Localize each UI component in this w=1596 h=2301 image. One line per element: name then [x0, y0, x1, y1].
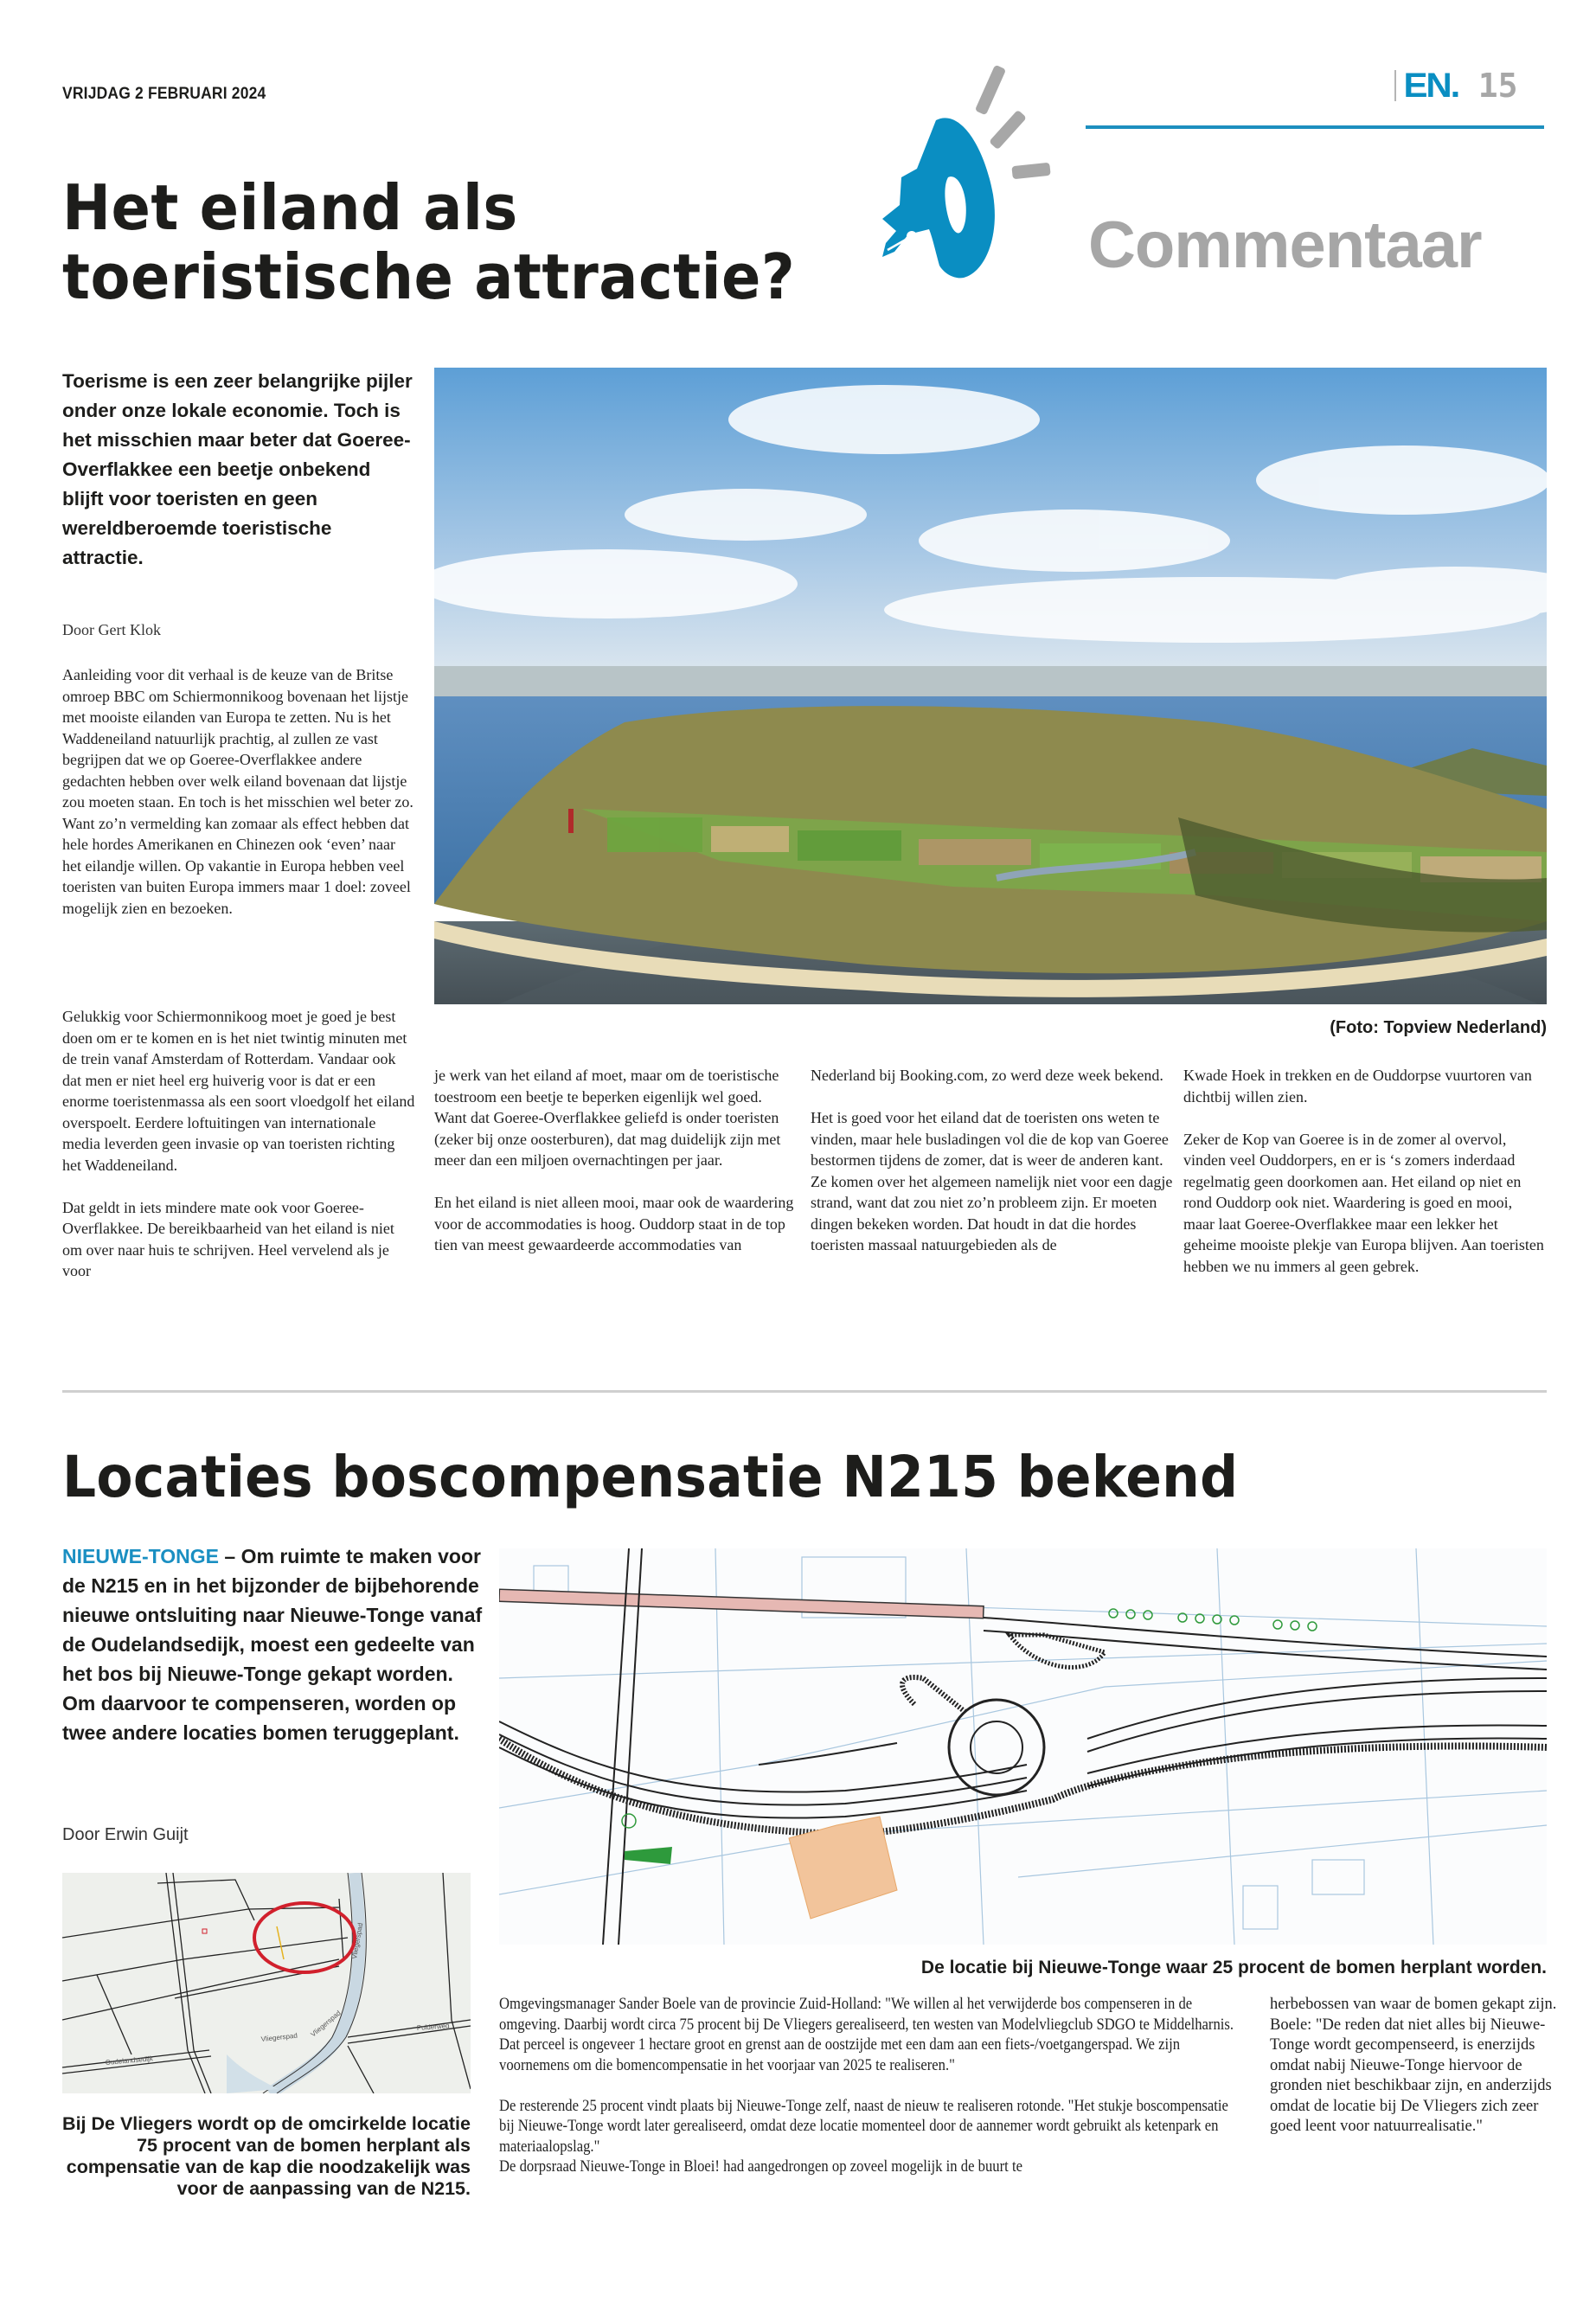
- article1-column-2: [434, 1065, 798, 1256]
- road-plan-drawing: [499, 1548, 1547, 1945]
- paragraph: De resterende 25 procent vindt plaats bij Nieuwe-Tonge zelf, naast de nieuw te realiseren rotonde. "Het stukje boscompensatie bij Nieuwe-Tonge wordt later gerealiseerd, omdat deze locatie momenteel door de aannemer wordt gebruikt als ketenpark en materiaalopslag.": [499, 2097, 1228, 2156]
- paragraph: Nederland bij Booking.com, zo werd deze week bekend.: [811, 1067, 1163, 1084]
- megaphone-icon: [882, 65, 1107, 298]
- island-aerial-image: [434, 368, 1547, 1004]
- svg-text:Polderweg: Polderweg: [416, 2022, 450, 2032]
- brand-divider: [1394, 70, 1396, 101]
- headline-line-1: Het eiland als: [62, 171, 518, 244]
- paragraph: Zeker de Kop van Goeree is in de zomer al overvol, vinden veel Ouddorpers, en er is ‘s zomers inderdaad regelmatig geen doorkomen aan. Het eiland op niet en rond Ouddorp ook niet. Waardering is goed en mooi, maar laat Goeree-Overflakkee maar een lekker het geheime mooiste plekje van Europa blijven. Aan toeristen hebben we nu immers al geen gebrek.: [1183, 1130, 1544, 1275]
- paragraph: herbebossen van waar de bomen gekapt zijn. Boele: "De reden dat niet alles bij Nieuwe-Tonge wordt gecompenseerd, is enerzijds omdat nabij Nieuwe-Tonge hiervoor de gronden niet beschikbaar zijn, en anderzijds omdat de locatie bij De Vliegers zich zeer goed leent voor natuurrealisatie.": [1270, 1996, 1557, 2135]
- dateline-location: NIEUWE-TONGE: [62, 1545, 220, 1567]
- article2-byline: Door Erwin Guijt: [62, 1825, 189, 1844]
- header-rule: [1086, 125, 1544, 129]
- paragraph: En het eiland is niet alleen mooi, maar ook de waardering voor de accommodaties is hoog. Ouddorp staat in de top tien van meest gewaardeerde accommodaties van: [434, 1194, 794, 1253]
- paragraph: Omgevingsmanager Sander Boele van de provincie Zuid-Holland: "We willen al het verwijderde bos compenseren in de omgeving. Daarbij wordt circa 75 procent bij De Vliegers gerealiseerd, ten westen van Modelvliegclub SDGO te Middelharnis. Dat perceel is ongeveer 1 hectare groot en grenst aan de oostzijde met een dam aan een fiets-/voetgangerspad. We zijn voornemens om die bomencompensatie in het voorjaar van 2025 te realiseren.": [499, 1996, 1234, 2074]
- photo-credit: (Foto: Topview Nederland): [1330, 1018, 1547, 1037]
- svg-text:Vliegerspad: Vliegerspad: [260, 2031, 298, 2043]
- intro-text: – Om ruimte te maken voor de N215 en in het bijzonder de bijbehorende nieuwe ontsluiting naar Nieuwe-Tonge vanaf de Oudelandsedijk, moest een gedeelte van het bos bij Nieuwe-Tonge gekapt worden. Om daarvoor te compenseren, worden op twee andere locaties bomen teruggeplant.: [62, 1545, 483, 1744]
- svg-text:Oudelandsedijk: Oudelandsedijk: [105, 2054, 154, 2067]
- article1-intro: Toerisme is een zeer belangrijke pijler onder onze lokale economie. Toch is het misschien maar beter dat Goeree-Overflakkee een beetje onbekend blijft voor toeristen en geen wereldberoemde toeristische attractie.: [62, 370, 413, 568]
- paragraph: je werk van het eiland af moet, maar om de toeristische toestroom een beetje te beperken eigenlijk wel goed. Want dat Goeree-Overflakkee geliefd is onder toeristen (zeker bij onze oosterburen), dat mag duidelijk zijn met meer dan een miljoen overnachtingen per jaar.: [434, 1067, 781, 1169]
- paragraph: Dat geldt in iets mindere mate ook voor Goeree-Overflakkee. De bereikbaarheid van het eiland is niet om over naar huis te schrijven. Heel vervelend als je voor: [62, 1198, 394, 1279]
- article2-headline: Locaties boscompensatie N215 bekend: [62, 1444, 1239, 1510]
- map-nieuwe-tonge: [499, 1548, 1547, 1945]
- svg-text:Vliegerspad: Vliegerspad: [350, 1922, 365, 1960]
- paragraph: Aanleiding voor dit verhaal is de keuze van de Britse omroep BBC om Schiermonnikoog bovenaan het lijstje met mooiste eilanden van Europa te zetten. Nu is het Waddeneiland natuurlijk prachtig, al zullen ze vast begrijpen dat we op Goeree-Overflakkee andere gedachten hebben over welk eiland bovenaan dat lijstje zou moeten staan. En toch is het misschien wel beter zo. Want zo’n vermelding kan zomaar als effect hebben dat hele hordes Amerikanen en Chinezen ook ‘even’ naar het eilandje willen. Op vakantie in Europa hebben veel toeristen van buiten Europa immers maar 1 doel: zoveel mogelijk zien en bezoeken.: [62, 666, 413, 917]
- headline-line-2: toeristische attractie?: [62, 240, 796, 313]
- article1-column-1b: [62, 1006, 417, 1282]
- paragraph: Gelukkig voor Schiermonnikoog moet je goed je best doen om er te komen en is het niet twintig minuten met de trein vanaf Amsterdam of Rotterdam. Vandaar ook dat men er niet heel erg huiverig voor is dat er een enorme toeristenmassa als een soort vloedgolf het eiland overspoelt. Eerdere loftuitingen van internationale media leverden geen invasie op van toeristen richting het Waddeneiland.: [62, 1008, 415, 1174]
- page-number: 15: [1477, 67, 1518, 105]
- section-title: Commentaar: [1088, 208, 1482, 282]
- issue-date: VRIJDAG 2 FEBRUARI 2024: [62, 85, 266, 103]
- map-de-vliegers-caption: Bij De Vliegers wordt op de omcirkelde locatie 75 procent van de bomen herplant als compensatie van de kap die noodzakelijk was voor de aanpassing van de N215.: [62, 2113, 471, 2199]
- article1-column-4: [1183, 1065, 1547, 1277]
- paragraph: Het is goed voor het eiland dat de toeristen ons weten te vinden, maar hele busladingen vol die de kop van Goeree bestormen tijdens de zomer, dat is weer de anderen kant. Ze komen over het algemeen namelijk niet voor een dagje strand, want dat zou niet zo’n probleem zijn. Er moeten dingen bekeken worden. Dat houdt in dat die hordes toeristen massaal natuurgebieden als de: [811, 1109, 1173, 1253]
- article1-column-3: [811, 1065, 1174, 1256]
- article1-headline: [62, 173, 795, 311]
- article2-column-main: [499, 1995, 1235, 2178]
- map-nieuwe-tonge-caption: De locatie bij Nieuwe-Tonge waar 25 procent de bomen herplant worden.: [920, 1958, 1547, 1977]
- article1-column-1a: [62, 664, 417, 919]
- lighthouse: [568, 809, 574, 833]
- brand-logo: EN.: [1403, 66, 1459, 105]
- map-de-vliegers: [62, 1873, 471, 2093]
- article2-column-side: [1270, 1995, 1573, 2138]
- article2-intro: [62, 1541, 486, 1747]
- article1-byline: Door Gert Klok: [62, 621, 161, 638]
- article-divider: [62, 1390, 1547, 1393]
- cadastral-map-image: [62, 1873, 471, 2093]
- publication-brand: [1394, 64, 1517, 107]
- paragraph: De dorpsraad Nieuwe-Tonge in Bloei! had aangedrongen op zoveel mogelijk in de buurt te: [499, 2158, 1022, 2176]
- svg-text:Vliegerspad: Vliegerspad: [309, 2009, 343, 2039]
- paragraph: Kwade Hoek in trekken en de Ouddorpse vuurtoren van dichtbij willen zien.: [1183, 1067, 1532, 1106]
- aerial-photo: [434, 368, 1547, 1004]
